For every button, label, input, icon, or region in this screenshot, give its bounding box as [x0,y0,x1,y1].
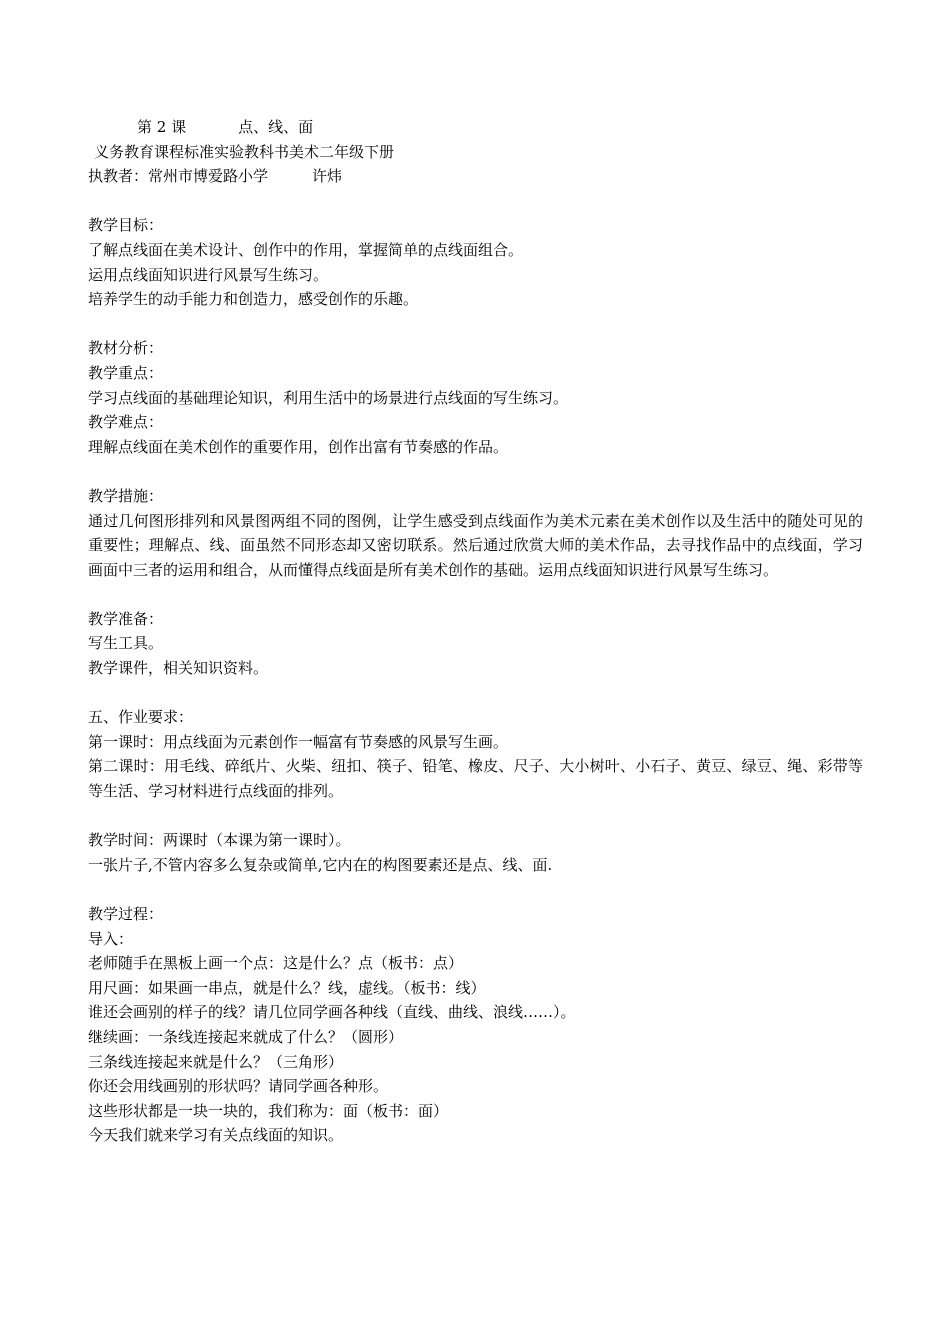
objectives-heading: 教学目标： [88,216,164,235]
textbook-title: 义务教育课程标准实验教科书美术二年级下册 [94,142,395,161]
spacer [88,877,863,902]
objective-item: 了解点线面在美术设计、创作中的作用，掌握简单的点线面组合。 [88,240,524,259]
preparation-heading: 教学准备： [88,609,164,628]
document-body [88,115,863,1148]
teacher-label: 执教者：常州市博爱路小学 [88,167,269,186]
process-line: 这些形状都是一块一块的，我们称为：面（板书：面） [88,1101,449,1120]
process-line: 老师随手在黑板上画一个点：这是什么？点（板书：点） [88,954,464,973]
homework-first-lesson: 第一课时：用点线面为元素创作一幅富有节奏感的风景写生画。 [88,732,509,751]
process-line: 用尺画：如果画一串点，就是什么？线，虚线。（板书：线） [88,978,486,997]
spacer [88,582,863,607]
teaching-time: 教学时间：两课时（本课为第一课时）。 [88,831,351,850]
teacher-name: 许炜 [312,167,343,186]
preparation-item: 写生工具。 [88,634,164,653]
teacher-line [88,164,863,189]
spacer [88,681,863,706]
process-line: 你还会用线画别的形状吗？请同学画各种形。 [88,1077,389,1096]
key-point-label: 教学重点： [88,363,164,382]
process-line: 继续画：一条线连接起来就成了什么？（圆形） [88,1027,404,1046]
composition-note: 一张片子,不管内容多么复杂或简单,它内在的构图要素还是点、线、面. [88,855,553,874]
spacer [88,804,863,829]
lesson-number: 第 2 课 [137,118,187,136]
intro-label: 导入： [88,929,134,948]
homework-second-lesson: 第二课时：用毛线、碎纸片、火柴、纽扣、筷子、铅笔、橡皮、尺子、大小树叶、小石子、黄豆、绿豆、绳、彩带等等生活、学习材料进行点线面的排列。 [88,757,863,801]
lesson-title-line [88,115,863,140]
process-line: 今天我们就来学习有关点线面的知识。 [88,1126,344,1145]
spacer [88,312,863,337]
analysis-heading: 教材分析： [88,339,164,358]
process-line: 谁还会画别的样子的线？请几位同学画各种线（直线、曲线、浪线……）。 [88,1003,576,1022]
difficulty-label: 教学难点： [88,413,164,432]
homework-heading: 五、作业要求： [88,708,194,727]
objective-item: 运用点线面知识进行风景写生练习。 [88,265,329,284]
measures-heading: 教学措施： [88,486,164,505]
process-heading: 教学过程： [88,905,164,923]
difficulty-text: 理解点线面在美术创作的重要作用，创作出富有节奏感的作品。 [88,437,509,456]
spacer [88,189,863,214]
key-point-text: 学习点线面的基础理论知识，利用生活中的场景进行点线面的写生练习。 [88,388,569,407]
process-line: 三条线连接起来就是什么？（三角形） [88,1052,344,1071]
spacer [88,459,863,484]
preparation-item: 教学课件，相关知识资料。 [88,659,269,678]
measures-paragraph: 通过几何图形排列和风景图两组不同的图例，让学生感受到点线面作为美术元素在美术创作以及生活中的随处可见的重要性；理解点、线、面虽然不同形态却又密切联系。然后通过欣赏大师的美术作品，去寻找作品中的点线面，学习画面中三者的运用和组合，从而懂得点线面是所有美术创作的基础。运用点线面知识进行风景写生练习。 [88,511,863,579]
lesson-title: 点、线、面 [238,118,314,136]
objective-item: 培养学生的动手能力和创造力，感受创作的乐趣。 [88,290,419,309]
